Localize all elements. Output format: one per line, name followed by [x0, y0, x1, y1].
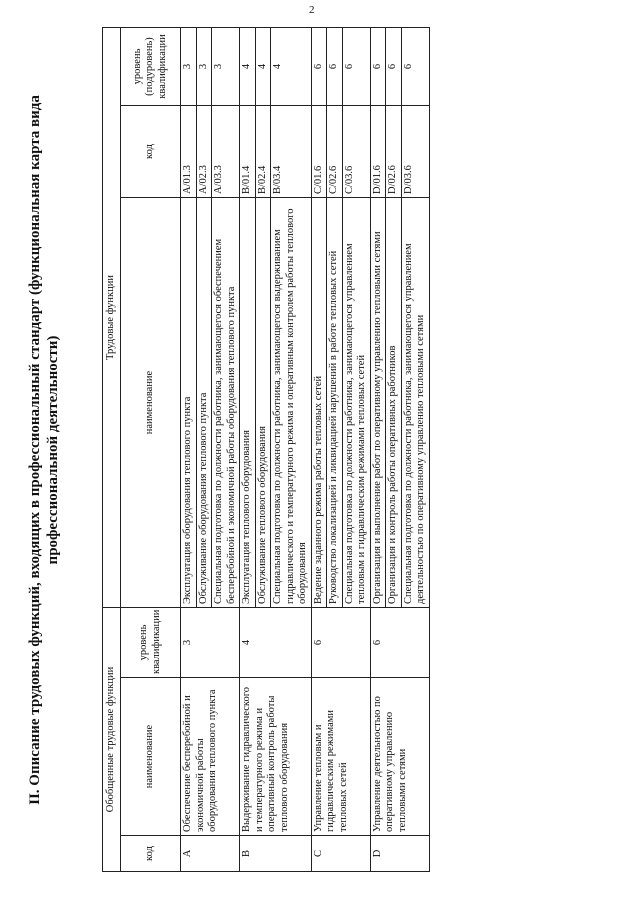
function-code: C/03.6 — [342, 106, 370, 198]
heading-line-2: профессиональной деятельности) — [45, 335, 61, 565]
header-sublevel: уровень (подуровень) квалификации — [121, 27, 181, 105]
function-code: B/01.4 — [240, 106, 256, 198]
function-code: D/02.6 — [386, 106, 402, 198]
function-name: Эксплуатация оборудования теплового пункта — [181, 198, 197, 608]
table-row — [311, 27, 327, 871]
function-level: 6 — [311, 27, 327, 105]
heading-line-1: II. Описание трудовых функций, входящих в профессиональный стандарт (функциональная карта вида — [27, 95, 43, 805]
function-code: A/01.3 — [181, 106, 197, 198]
group-level: 4 — [240, 608, 312, 678]
group-name: Управление деятельностью по оперативному управлению тепловыми сетями — [370, 678, 429, 836]
header-name: наименование — [121, 678, 181, 836]
table-row — [370, 27, 386, 871]
group-code: D — [370, 836, 429, 872]
section-heading — [26, 20, 62, 880]
group-level: 3 — [181, 608, 240, 678]
table-row — [181, 27, 197, 871]
functional-map-table — [102, 27, 430, 872]
function-name: Ведение заданного режима работы тепловых сетей — [311, 198, 327, 608]
function-code: C/01.6 — [311, 106, 327, 198]
function-code: C/02.6 — [327, 106, 343, 198]
function-code: A/03.3 — [212, 106, 240, 198]
group-name: Управление тепловым и гидравлическим режимами тепловых сетей — [311, 678, 370, 836]
header-function-code: код — [121, 106, 181, 198]
function-name: Специальная подготовка по должности работника, занимающегося выдерживанием гидравлического и температурного режима и оперативным контролем работы теплового оборудования — [271, 198, 312, 608]
function-code: B/03.4 — [271, 106, 312, 198]
function-name: Руководство локализацией и ликвидацией нарушений в работе тепловых сетей — [327, 198, 343, 608]
function-name: Организация и выполнение работ по оперативному управлению тепловыми сетями — [370, 198, 386, 608]
group-code: A — [181, 836, 240, 872]
function-code: B/02.4 — [255, 106, 271, 198]
function-name: Специальная подготовка по должности работника, занимающегося управлением деятельностью по оперативному управлению тепловыми сетями — [401, 198, 429, 608]
function-level: 4 — [240, 27, 256, 105]
group-code: B — [240, 836, 312, 872]
table-body — [181, 27, 430, 871]
function-level: 6 — [401, 27, 429, 105]
function-name: Эксплуатация теплового оборудования — [240, 198, 256, 608]
function-name: Специальная подготовка по должности работника, занимающегося управлением тепловым и гидравлическим режимами тепловых сетей — [342, 198, 370, 608]
group-level: 6 — [370, 608, 429, 678]
function-level: 6 — [386, 27, 402, 105]
table-row — [240, 27, 256, 871]
header-labor-functions: Трудовые функции — [103, 27, 121, 607]
function-name: Обслуживание оборудования теплового пункта — [196, 198, 212, 608]
function-level: 3 — [196, 27, 212, 105]
function-level: 3 — [212, 27, 240, 105]
function-name: Специальная подготовка по должности работника, занимающегося обеспечением бесперебойной и экономичной работы оборудования теплового пункта — [212, 198, 240, 608]
function-code: D/01.6 — [370, 106, 386, 198]
function-level: 6 — [342, 27, 370, 105]
header-generalized-functions: Обобщенные трудовые функции — [103, 608, 121, 872]
function-level: 6 — [370, 27, 386, 105]
function-level: 3 — [181, 27, 197, 105]
header-level: уровень квалификации — [121, 608, 181, 678]
group-level: 6 — [311, 608, 370, 678]
function-code: A/02.3 — [196, 106, 212, 198]
group-name: Выдерживание гидравлического и температурного режима и оперативный контроль работы теплового оборудования — [240, 678, 312, 836]
function-level: 6 — [327, 27, 343, 105]
function-name: Обслуживание теплового оборудования — [255, 198, 271, 608]
group-name: Обеспечение бесперебойной и экономичной работы оборудования теплового пункта — [181, 678, 240, 836]
header-code: код — [121, 836, 181, 872]
header-function-name: наименование — [121, 198, 181, 608]
function-level: 4 — [255, 27, 271, 105]
group-code: C — [311, 836, 370, 872]
function-level: 4 — [271, 27, 312, 105]
rotated-page-content — [20, 20, 620, 880]
page-number: 2 — [309, 4, 315, 16]
function-name: Организация и контроль работы оперативных работников — [386, 198, 402, 608]
function-code: D/03.6 — [401, 106, 429, 198]
